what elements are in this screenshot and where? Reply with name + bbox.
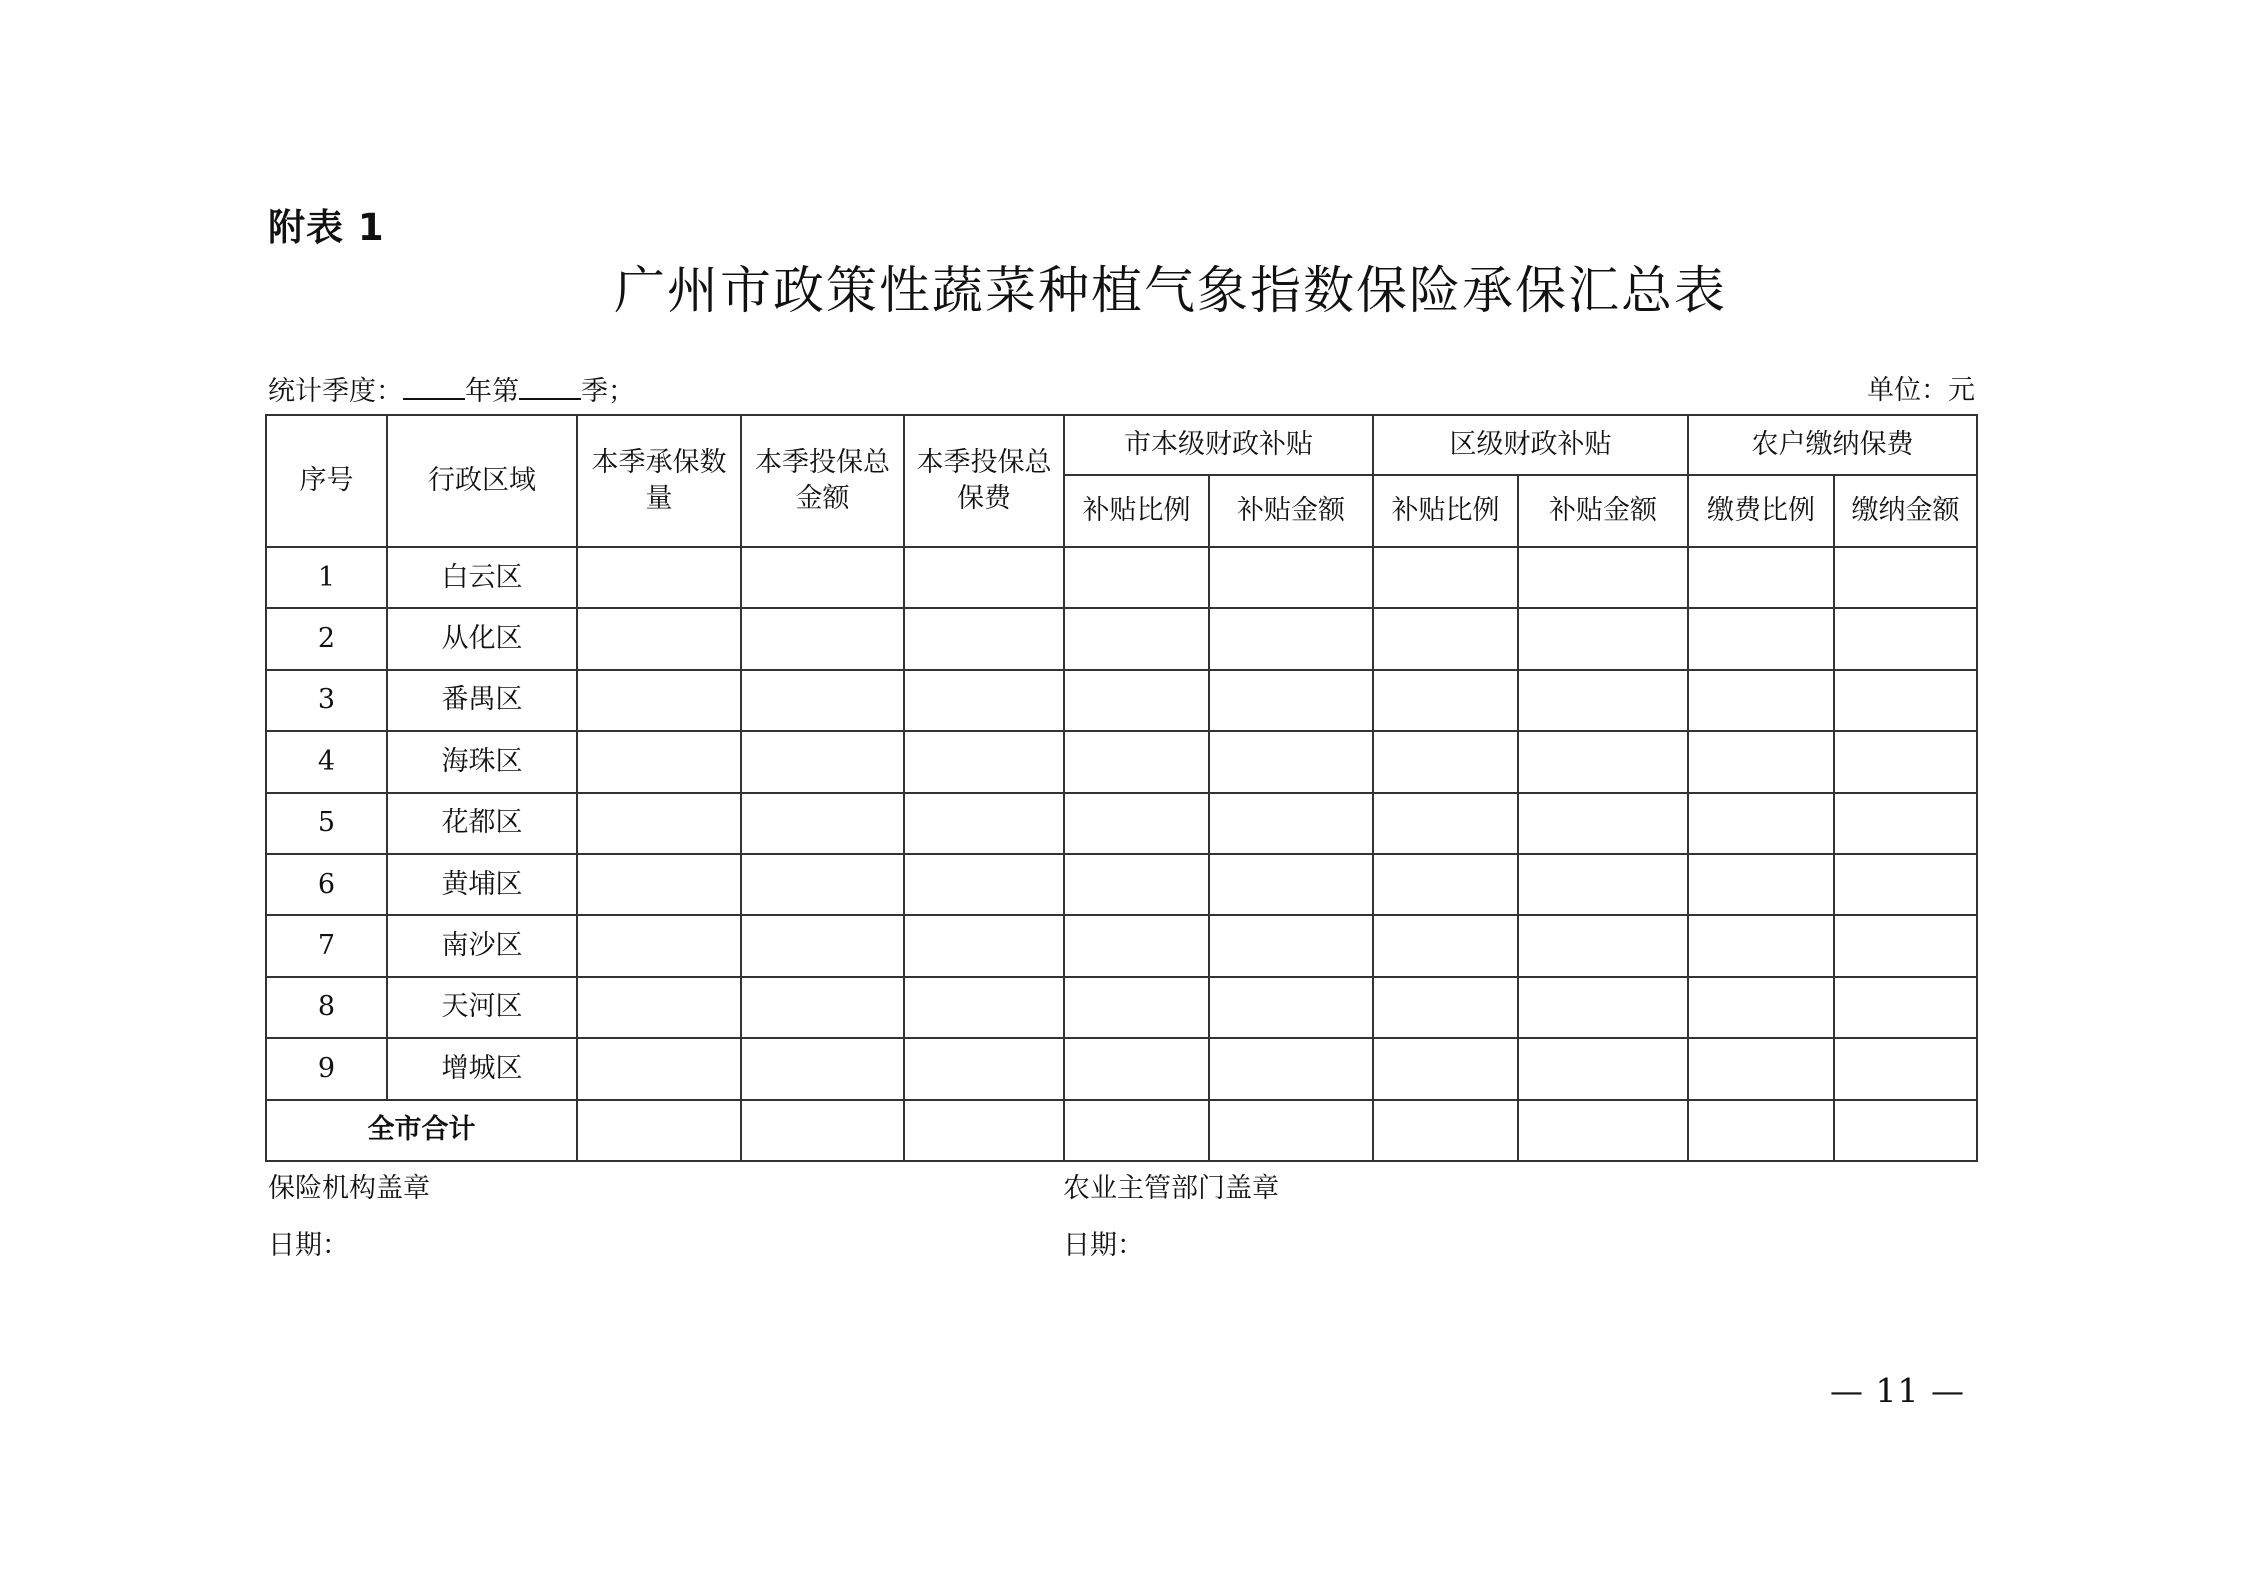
empty-cell	[741, 1038, 904, 1099]
empty-cell	[577, 670, 741, 731]
summary-table	[265, 414, 1978, 1162]
table-row	[266, 547, 1977, 608]
header-total-premium: 本季投保总保费	[904, 415, 1064, 547]
empty-cell	[1688, 977, 1834, 1038]
row-seq: 3	[266, 670, 387, 731]
empty-cell	[1209, 731, 1373, 792]
row-seq: 7	[266, 915, 387, 976]
empty-cell	[1518, 854, 1688, 915]
empty-cell	[1518, 977, 1688, 1038]
empty-cell	[1373, 915, 1518, 976]
header-seq: 序号	[266, 415, 387, 547]
empty-cell	[1834, 977, 1977, 1038]
empty-cell	[1209, 854, 1373, 915]
unit-label: 单位：元	[1867, 375, 1975, 406]
empty-cell	[1688, 854, 1834, 915]
row-district: 南沙区	[387, 915, 577, 976]
row-seq: 8	[266, 977, 387, 1038]
empty-cell	[1064, 915, 1209, 976]
row-seq: 5	[266, 793, 387, 854]
empty-cell	[577, 547, 741, 608]
empty-cell	[1209, 977, 1373, 1038]
empty-cell	[1688, 915, 1834, 976]
empty-cell	[1209, 915, 1373, 976]
empty-cell	[1518, 1038, 1688, 1099]
empty-cell	[741, 1100, 904, 1161]
empty-cell	[1373, 854, 1518, 915]
header-insured-qty: 本季承保数量	[577, 415, 741, 547]
row-district: 白云区	[387, 547, 577, 608]
empty-cell	[577, 608, 741, 669]
empty-cell	[1834, 1100, 1977, 1161]
empty-cell	[577, 1038, 741, 1099]
empty-cell	[1688, 731, 1834, 792]
row-district: 天河区	[387, 977, 577, 1038]
period-suffix: 季；	[581, 376, 635, 407]
empty-cell	[1373, 793, 1518, 854]
year-blank	[403, 372, 465, 400]
empty-cell	[1834, 793, 1977, 854]
empty-cell	[1518, 915, 1688, 976]
empty-cell	[1688, 793, 1834, 854]
row-district: 番禺区	[387, 670, 577, 731]
empty-cell	[904, 670, 1064, 731]
empty-cell	[904, 977, 1064, 1038]
annex-label: 附表 1	[268, 206, 385, 249]
row-district: 增城区	[387, 1038, 577, 1099]
row-district: 海珠区	[387, 731, 577, 792]
empty-cell	[1373, 670, 1518, 731]
header-city-subsidy-amount: 补贴金额	[1209, 475, 1373, 547]
empty-cell	[1064, 1038, 1209, 1099]
empty-cell	[1064, 547, 1209, 608]
empty-cell	[1209, 1100, 1373, 1161]
empty-cell	[577, 854, 741, 915]
insurer-date-label: 日期：	[268, 1230, 349, 1261]
empty-cell	[1373, 731, 1518, 792]
row-seq: 6	[266, 854, 387, 915]
empty-cell	[904, 793, 1064, 854]
empty-cell	[1688, 608, 1834, 669]
empty-cell	[1518, 670, 1688, 731]
empty-cell	[904, 547, 1064, 608]
empty-cell	[1518, 1100, 1688, 1161]
header-payment-amount: 缴纳金额	[1834, 475, 1977, 547]
total-label: 全市合计	[266, 1100, 577, 1161]
row-seq: 4	[266, 731, 387, 792]
empty-cell	[1064, 977, 1209, 1038]
empty-cell	[741, 915, 904, 976]
table-row	[266, 854, 1977, 915]
empty-cell	[1373, 547, 1518, 608]
empty-cell	[1834, 547, 1977, 608]
empty-cell	[1064, 670, 1209, 731]
empty-cell	[904, 915, 1064, 976]
empty-cell	[1373, 1100, 1518, 1161]
header-district-subsidy: 区级财政补贴	[1373, 415, 1688, 475]
empty-cell	[904, 1038, 1064, 1099]
empty-cell	[741, 793, 904, 854]
empty-cell	[1688, 1100, 1834, 1161]
insurer-seal-label: 保险机构盖章	[268, 1173, 430, 1204]
page-number: — 11 —	[1830, 1371, 1965, 1410]
empty-cell	[1373, 608, 1518, 669]
empty-cell	[1688, 1038, 1834, 1099]
empty-cell	[741, 608, 904, 669]
empty-cell	[741, 547, 904, 608]
header-total-insured-amount: 本季投保总金额	[741, 415, 904, 547]
quarter-blank	[519, 372, 581, 400]
empty-cell	[1688, 670, 1834, 731]
empty-cell	[577, 793, 741, 854]
empty-cell	[741, 731, 904, 792]
empty-cell	[1834, 731, 1977, 792]
row-seq: 9	[266, 1038, 387, 1099]
table-row	[266, 1038, 1977, 1099]
period-mid: 年第	[465, 376, 519, 407]
empty-cell	[1688, 547, 1834, 608]
row-district: 花都区	[387, 793, 577, 854]
empty-cell	[904, 731, 1064, 792]
table-row	[266, 793, 1977, 854]
empty-cell	[1064, 854, 1209, 915]
table-row	[266, 608, 1977, 669]
header-city-subsidy-ratio: 补贴比例	[1064, 475, 1209, 547]
header-city-subsidy: 市本级财政补贴	[1064, 415, 1373, 475]
empty-cell	[1834, 608, 1977, 669]
empty-cell	[1209, 1038, 1373, 1099]
header-district: 行政区域	[387, 415, 577, 547]
row-seq: 1	[266, 547, 387, 608]
header-district-subsidy-ratio: 补贴比例	[1373, 475, 1518, 547]
table-row	[266, 915, 1977, 976]
empty-cell	[1518, 793, 1688, 854]
total-row	[266, 1100, 1977, 1161]
empty-cell	[577, 731, 741, 792]
header-farmer-payment: 农户缴纳保费	[1688, 415, 1977, 475]
empty-cell	[1373, 977, 1518, 1038]
empty-cell	[904, 608, 1064, 669]
empty-cell	[1834, 854, 1977, 915]
empty-cell	[1064, 731, 1209, 792]
empty-cell	[1373, 1038, 1518, 1099]
empty-cell	[1064, 1100, 1209, 1161]
empty-cell	[1518, 608, 1688, 669]
empty-cell	[741, 977, 904, 1038]
empty-cell	[1209, 547, 1373, 608]
row-seq: 2	[266, 608, 387, 669]
empty-cell	[1209, 608, 1373, 669]
agri-date-label: 日期：	[1063, 1230, 1144, 1261]
empty-cell	[1834, 915, 1977, 976]
statistics-period	[268, 372, 635, 411]
header-payment-ratio: 缴费比例	[1688, 475, 1834, 547]
table-row	[266, 731, 1977, 792]
empty-cell	[1064, 793, 1209, 854]
empty-cell	[1518, 547, 1688, 608]
table-row	[266, 670, 1977, 731]
header-district-subsidy-amount: 补贴金额	[1518, 475, 1688, 547]
empty-cell	[1834, 670, 1977, 731]
empty-cell	[1064, 608, 1209, 669]
row-district: 黄埔区	[387, 854, 577, 915]
empty-cell	[904, 1100, 1064, 1161]
empty-cell	[741, 670, 904, 731]
empty-cell	[1518, 731, 1688, 792]
empty-cell	[741, 854, 904, 915]
empty-cell	[577, 1100, 741, 1161]
empty-cell	[577, 977, 741, 1038]
empty-cell	[904, 854, 1064, 915]
empty-cell	[1834, 1038, 1977, 1099]
table-row	[266, 977, 1977, 1038]
row-district: 从化区	[387, 608, 577, 669]
empty-cell	[577, 915, 741, 976]
page-title: 广州市政策性蔬菜种植气象指数保险承保汇总表	[613, 262, 1727, 321]
empty-cell	[1209, 793, 1373, 854]
period-prefix: 统计季度：	[268, 376, 403, 407]
empty-cell	[1209, 670, 1373, 731]
agri-seal-label: 农业主管部门盖章	[1063, 1173, 1279, 1204]
